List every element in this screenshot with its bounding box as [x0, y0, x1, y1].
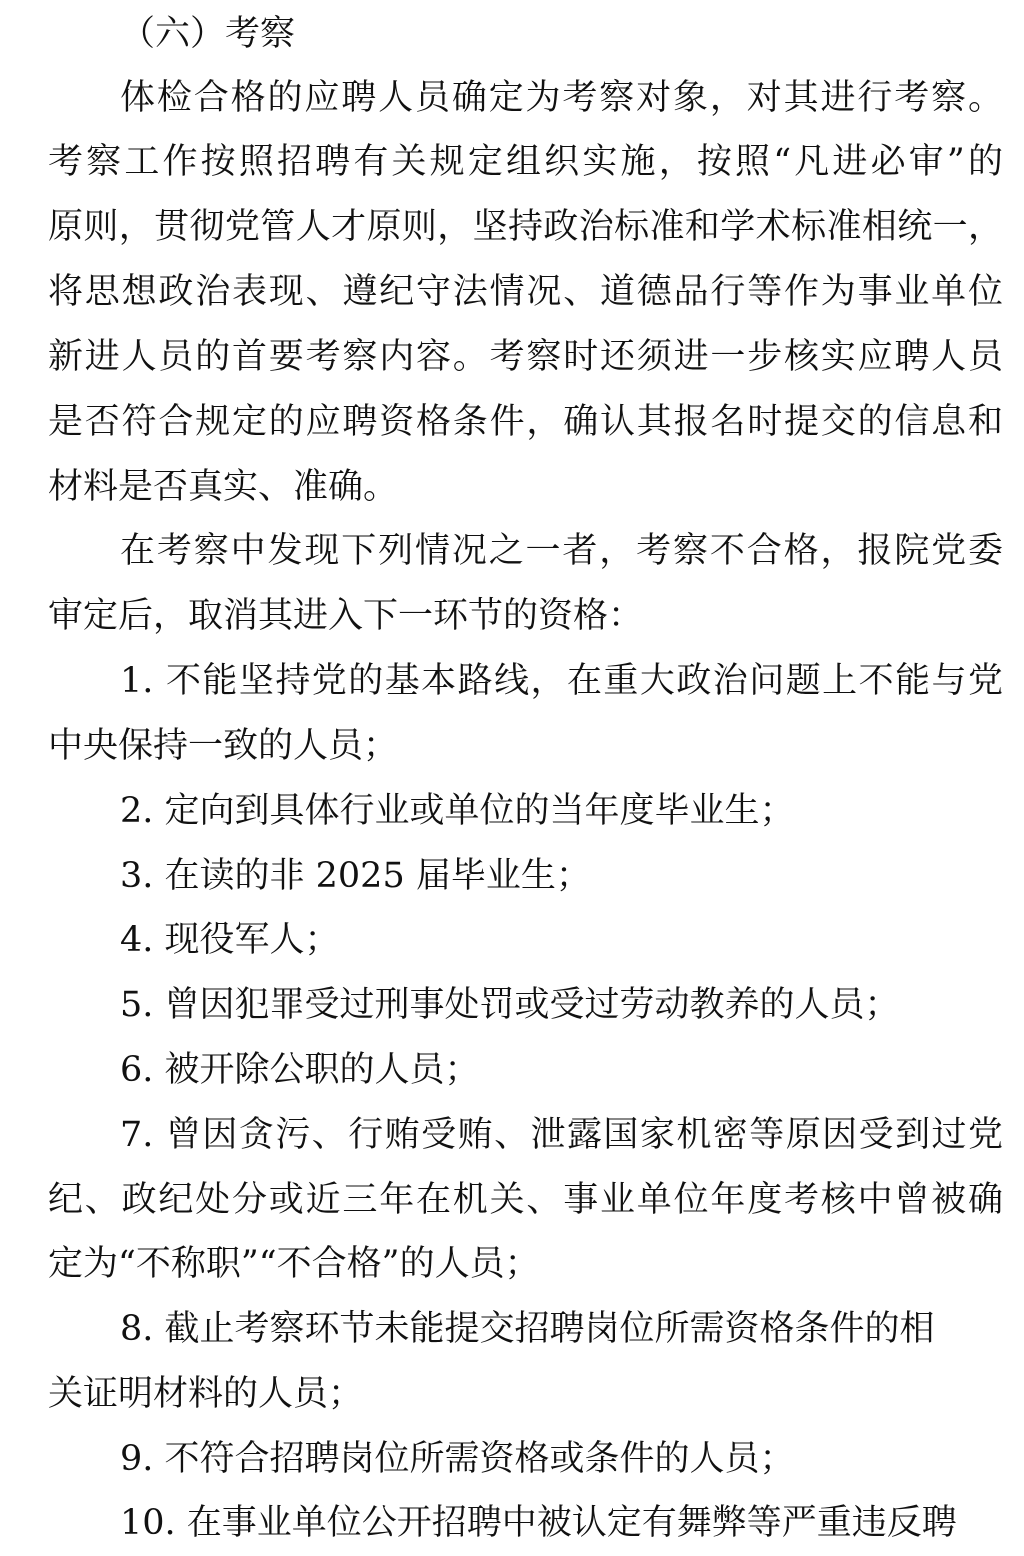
- text-line: 定为“不称职”“不合格”的人员；: [48, 1244, 540, 1284]
- text-line: 是否符合规定的应聘资格条件，确认其报名时提交的信息和: [48, 402, 1003, 442]
- text-line: 纪、政纪处分或近三年在机关、事业单位年度考核中曾被确: [48, 1180, 1003, 1220]
- text-line: 材料是否真实、准确。: [48, 467, 399, 507]
- text-line: 9. 不符合招聘岗位所需资格或条件的人员；: [120, 1439, 795, 1479]
- text-line: 中央保持一致的人员；: [48, 726, 399, 766]
- text-line: 10. 在事业单位公开招聘中被认定有舞弊等严重违反聘: [120, 1503, 957, 1543]
- text-line: 原则，贯彻党管人才原则，坚持政治标准和学术标准相统一，: [48, 207, 1003, 247]
- text-line: 体检合格的应聘人员确定为考察对象，对其进行考察。: [120, 78, 1003, 118]
- text-line: 5. 曾因犯罪受过刑事处罚或受过劳动教养的人员；: [120, 985, 900, 1025]
- text-line: 4. 现役军人；: [120, 920, 340, 960]
- text-line: 新进人员的首要考察内容。考察时还须进一步核实应聘人员: [48, 337, 1003, 377]
- text-line: 2. 定向到具体行业或单位的当年度毕业生；: [120, 791, 795, 831]
- text-line: 在考察中发现下列情况之一者，考察不合格，报院党委: [120, 531, 1003, 571]
- text-line: 7. 曾因贪污、行贿受贿、泄露国家机密等原因受到过党: [120, 1115, 1003, 1155]
- text-line: 8. 截止考察环节未能提交招聘岗位所需资格条件的相: [120, 1309, 935, 1349]
- text-line: 关证明材料的人员；: [48, 1374, 364, 1414]
- text-line: 6. 被开除公职的人员；: [120, 1050, 480, 1090]
- text-line: 审定后，取消其进入下一环节的资格：: [48, 596, 644, 636]
- section-heading: （六）考察: [120, 14, 296, 54]
- text-line: 将思想政治表现、遵纪守法情况、道德品行等作为事业单位: [48, 272, 1003, 312]
- text-line: 1. 不能坚持党的基本路线，在重大政治问题上不能与党: [120, 661, 1003, 701]
- text-line: 考察工作按照招聘有关规定组织实施，按照“凡进必审”的: [48, 142, 1003, 182]
- text-line: 3. 在读的非 2025 届毕业生；: [120, 856, 591, 896]
